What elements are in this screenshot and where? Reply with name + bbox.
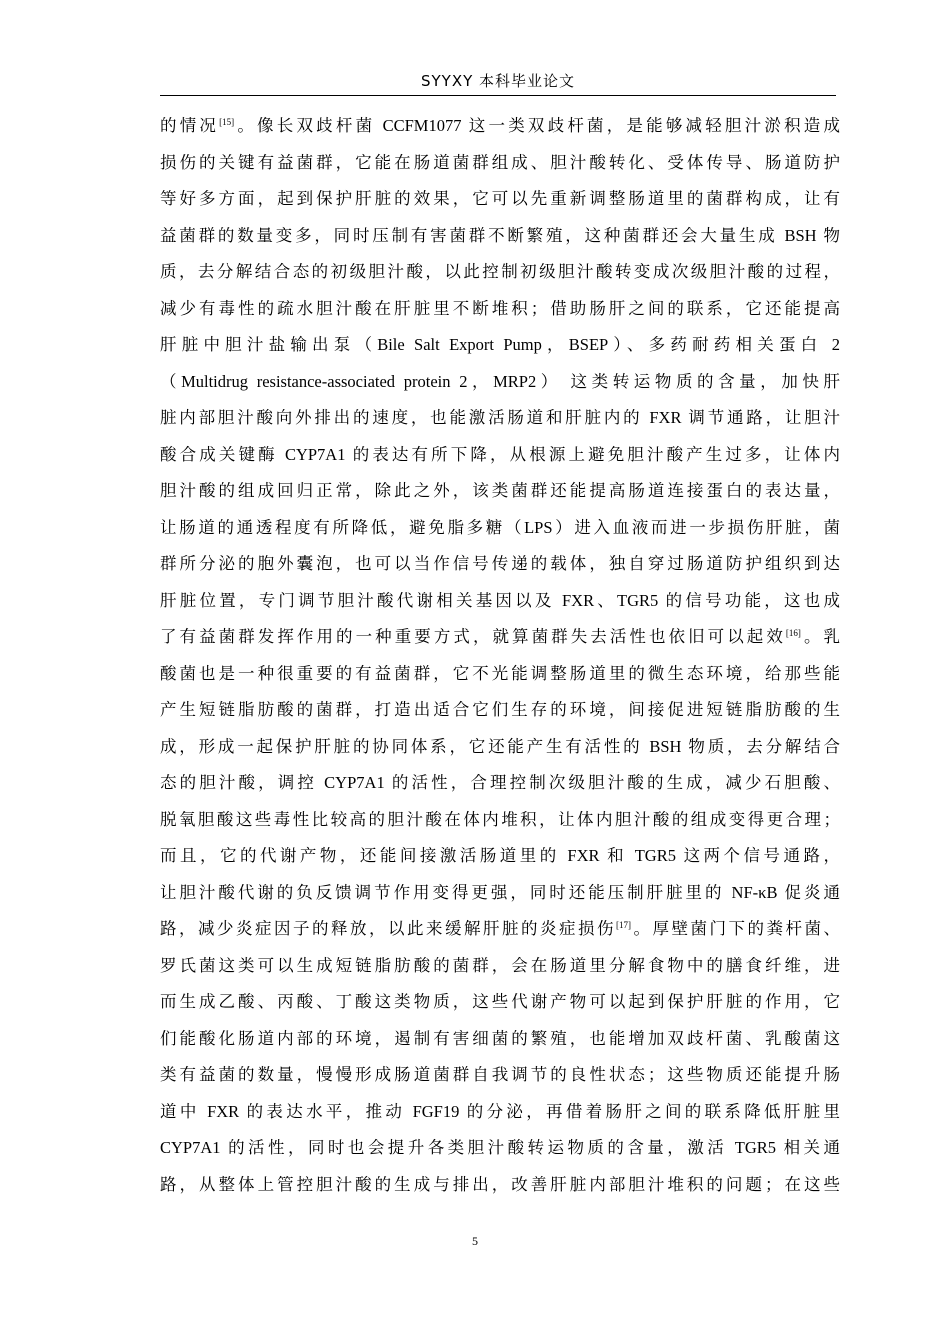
text-line (160, 729, 840, 766)
text-line (160, 254, 840, 291)
text-line (160, 765, 840, 802)
text-run: 类有益菌的数量，慢慢形成肠道菌群自我调节的良性状态；这些物质还能提升肠 (160, 1065, 840, 1084)
text-line (160, 181, 840, 218)
text-run: 。厚壁菌门下的粪杆菌、 (631, 919, 840, 938)
text-line (160, 656, 840, 693)
page-number: 5 (472, 1234, 478, 1248)
text-run: 成，形成一起保护肝脏的协同体系，它还能产生有活性的 BSH 物质，去分解结合 (160, 736, 840, 756)
text-line (160, 108, 840, 145)
text-line (160, 1094, 840, 1131)
text-run: 。像长双歧杆菌 CCFM1077 这一类双歧杆菌，是能够减轻胆汁淤积造成 (234, 116, 840, 135)
text-line (160, 838, 840, 875)
text-line (160, 619, 840, 656)
text-line (160, 546, 840, 583)
text-run: 等好多方面，起到保护肝脏的效果，它可以先重新调整肠道里的菌群构成，让有 (160, 189, 840, 208)
text-run: 肝脏中胆汁盐输出泵（Bile Salt Export Pump，BSEP）、多药耐药相关蛋白 2 (160, 335, 840, 354)
text-line (160, 510, 840, 547)
text-line (160, 911, 840, 948)
text-line (160, 1167, 840, 1204)
text-run: 了有益菌群发挥作用的一种重要方式，就算菌群失去活性也依旧可以起效 (160, 627, 786, 646)
text-run: 质，去分解结合态的初级胆汁酸，以此控制初级胆汁酸转变成次级胆汁酸的过程， (160, 262, 840, 281)
text-line (160, 1021, 840, 1058)
text-run: 。乳 (800, 627, 840, 646)
text-line (160, 875, 840, 912)
text-line (160, 218, 840, 255)
text-line (160, 1130, 840, 1167)
text-line (160, 948, 840, 985)
text-run: 损伤的关键有益菌群，它能在肠道菌群组成、胆汁酸转化、受体传导、肠道防护 (160, 152, 840, 172)
text-run: 们能酸化肠道内部的环境，遏制有害细菌的繁殖，也能增加双歧杆菌、乳酸菌这 (160, 1028, 840, 1048)
text-line (160, 364, 840, 401)
text-line (160, 327, 840, 364)
text-run: 酸合成关键酶 CYP7A1 的表达有所下降，从根源上避免胆汁酸产生过多，让体内 (160, 444, 840, 464)
text-run: 群所分泌的胞外囊泡，也可以当作信号传递的载体，独自穿过肠道防护组织到达 (160, 554, 840, 573)
text-run: CYP7A1 的活性，同时也会提升各类胆汁酸转运物质的含量，激活 TGR5 相关通 (160, 1138, 840, 1157)
text-run: 胆汁酸的组成回归正常，除此之外，该类菌群还能提高肠道连接蛋白的表达量， (160, 481, 840, 500)
text-line (160, 984, 840, 1021)
body-paragraph (160, 108, 840, 1203)
text-run: 道中 FXR 的表达水平，推动 FGF19 的分泌，再借着肠肝之间的联系降低肝脏里 (160, 1101, 840, 1121)
text-line (160, 583, 840, 620)
text-line (160, 145, 840, 182)
text-run: 态的胆汁酸，调控 CYP7A1 的活性，合理控制次级胆汁酸的生成，减少石胆酸、 (160, 773, 840, 792)
text-run: 减少有毒性的疏水胆汁酸在肝脏里不断堆积；借助肠肝之间的联系，它还能提高 (160, 298, 840, 318)
text-line (160, 473, 840, 510)
text-line (160, 692, 840, 729)
running-header: SYYXY 本科毕业论文 (420, 72, 576, 90)
text-run: 让胆汁酸代谢的负反馈调节作用变得更强，同时还能压制肝脏里的 NF-κB 促炎通 (160, 882, 840, 902)
text-run: 的情况 (160, 116, 220, 135)
header-rule (160, 95, 836, 96)
text-run: 产生短链脂肪酸的菌群，打造出适合它们生存的环境，间接促进短链脂肪酸的生 (160, 700, 840, 719)
citation-marker: [15] (219, 117, 235, 127)
text-run: （Multidrug resistance-associated protein 2，MRP2） 这类转运物质的含量，加快肝 (160, 371, 840, 391)
text-run: 而且，它的代谢产物，还能间接激活肠道里的 FXR 和 TGR5 这两个信号通路， (160, 846, 840, 865)
text-line (160, 437, 840, 474)
text-run: 肝脏位置，专门调节胆汁酸代谢相关基因以及 FXR、TGR5 的信号功能，这也成 (160, 590, 840, 610)
text-run: 脱氧胆酸这些毒性比较高的胆汁酸在体内堆积，让体内胆汁酸的组成变得更合理； (160, 809, 840, 829)
citation-marker: [17] (616, 920, 631, 930)
text-line (160, 291, 840, 328)
text-line (160, 1057, 840, 1094)
text-run: 让肠道的通透程度有所降低，避免脂多糖（LPS）进入血液而进一步损伤肝脏，菌 (160, 517, 840, 537)
text-line (160, 400, 840, 437)
text-run: 脏内部胆汁酸向外排出的速度，也能激活肠道和肝脏内的 FXR 调节通路，让胆汁 (160, 408, 840, 427)
text-run: 罗氏菌这类可以生成短链脂肪酸的菌群，会在肠道里分解食物中的膳食纤维，进 (160, 955, 840, 975)
text-run: 路，从整体上管控胆汁酸的生成与排出，改善肝脏内部胆汁堆积的问题；在这些 (160, 1174, 840, 1194)
text-run: 路，减少炎症因子的释放，以此来缓解肝脏的炎症损伤 (160, 919, 616, 938)
text-run: 酸菌也是一种很重要的有益菌群，它不光能调整肠道里的微生态环境，给那些能 (160, 663, 840, 683)
citation-marker: [16] (785, 628, 801, 638)
text-run: 益菌群的数量变多，同时压制有害菌群不断繁殖，这种菌群还会大量生成 BSH 物 (160, 225, 840, 245)
text-line (160, 802, 840, 839)
text-run: 而生成乙酸、丙酸、丁酸这类物质，这些代谢产物可以起到保护肝脏的作用，它 (160, 992, 840, 1011)
